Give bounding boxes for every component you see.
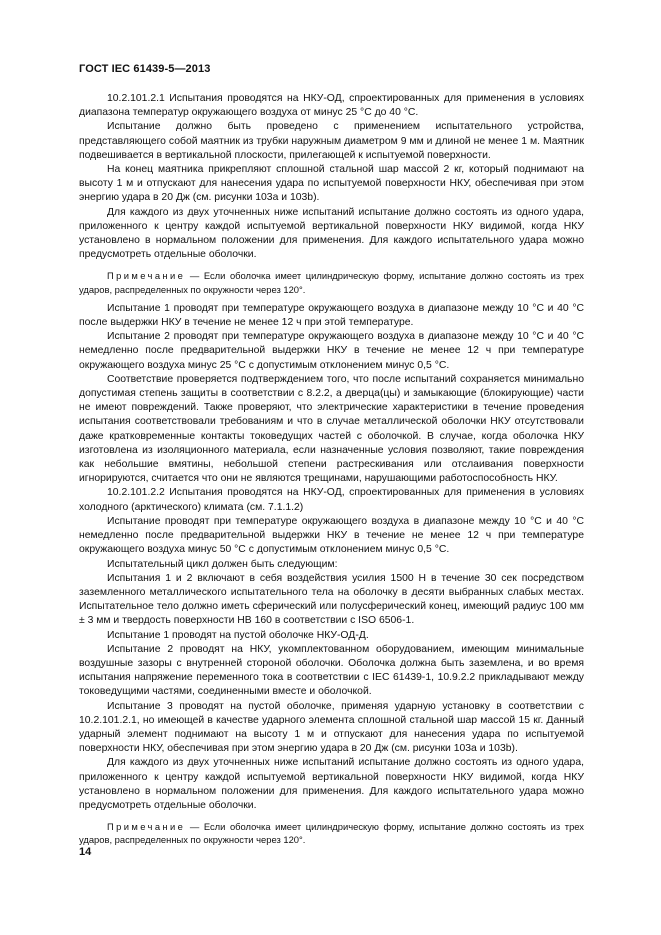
note-label: Примечание (107, 270, 186, 282)
note-label: Примечание (107, 821, 186, 833)
note-text: — Если оболочка имеет цилиндрическую форму, испытание должно состоять из трех ударов, распределенных по окружности через 120°. (79, 270, 584, 295)
body-paragraph: Испытание должно быть проведено с применением испытательного устройства, представляющего собой маятник из трубки наружным диаметром 9 мм и длиной не менее 1 м. Маятник подвешивается в вертикальной плоскости, прилегающей к испытуемой поверхности. (79, 121, 584, 161)
body-paragraph: Испытание 2 проводят при температуре окружающего воздуха в диапазоне между 10 °С и 40 °С немедленно после предварительной выдержки НКУ в течение не менее 12 ч при температуре окружающего воздуха минус 25 °С с допустимым отклонением минус 0,5 °С. (79, 331, 584, 371)
body-paragraph: Испытание проводят при температуре окружающего воздуха в диапазоне между 10 °С и 40 °С немедленно после предварительной выдержки НКУ в течение не менее 12 ч при температуре окружающего воздуха минус 50 °С с допустимым отклонением минус 0,5 °С. (79, 515, 584, 556)
page-number: 14 (79, 846, 92, 858)
body-paragraph: Испытание 1 проводят на пустой оболочке НКУ-ОД-Д. (107, 629, 369, 641)
document-body (79, 92, 584, 853)
document-header: ГОСТ IEC 61439-5—2013 (79, 63, 211, 75)
note-paragraph (79, 269, 584, 295)
body-paragraph: Испытание 3 проводят на пустой оболочке, применяя ударную установку в соответствии с 10.2.101.2.1, но имеющей в качестве ударного элемента сплошной стальной шар массой 15 кг. Данный ударный элемент поднимают на высоту 1 м и отпускают для нанесения удара по испытуемой поверхности НКУ, обеспечивая при этом энергию удара в 20 Дж (см. рисунки 103а и 103b). (79, 700, 584, 755)
body-paragraph: На конец маятника прикрепляют сплошной стальной шар массой 2 кг, который поднимают на высоту 1 м и отпускают для нанесения удара по испытуемой поверхности НКУ, обеспечивая при этом энергию удара в 20 Дж (см. рисунки 103а и 103b). (79, 164, 584, 204)
body-paragraph: Испытания 1 и 2 включают в себя воздействия усилия 1500 Н в течение 30 сек посредством заземленного металлического испытательного тела на оболочку в десяти выбранных слабых местах. Испытательное тело должно иметь сферический или полусферический конец, имеющий радиус 100 мм ± 3 мм и твердость поверхности НВ 160 в соответствии с ISO 6506-1. (79, 572, 584, 627)
body-paragraph: Испытание 2 проводят на НКУ, укомплектованном оборудованием, имеющим минимальные воздушные зазоры с внутренней стороной оболочки. Оболочка должна быть заземлена, и во время испытания напряжение переменного тока в соответствии с IEC 61439-1, 10.9.2.2 прикладывают между токоведущими частями, соединенными вместе и оболочкой. (79, 643, 584, 698)
body-paragraph: Соответствие проверяется подтверждением того, что после испытаний сохраняется минимально допустимая степень защиты в соответствии с 8.2.2, а дверца(цы) и замыкающие (блокирующие) части не имеют повреждений. Также проверяют, что электрические характеристики в течение проведения испытания соответствовали требованиям и что в случае металлической оболочки НКУ отсутствовали даже кратковременные контакты токоведущих частей с оболочкой. В случае, когда оболочка НКУ изготовлена из изоляционного материала, если назначенные условия позволяют, такие повреждения как небольшие вмятины, небольшой степени растрескивания или отслаивания поверхности игнорируются, считается что они не являются трещинами, нарушающими работоспособность НКУ. (79, 373, 584, 485)
body-paragraph: 10.2.101.2.2 Испытания проводятся на НКУ-ОД, спроектированных для применения в условиях холодного (арктического) климата (см. 7.1.1.2) (79, 487, 584, 513)
note-text: — Если оболочка имеет цилиндрическую форму, испытание должно состоять из трех ударов, распределенных по окружности через 120°. (79, 821, 584, 846)
body-paragraph: Для каждого из двух уточненных ниже испытаний испытание должно состоять из одного удара, приложенного к центру каждой испытуемой вертикальной поверхности НКУ видимой, когда НКУ установлено в нормальном положении для применения. Для каждого испытательного удара можно предусмотреть отдельные оболочки. (79, 757, 584, 811)
note-paragraph (79, 820, 584, 846)
body-paragraph: Испытание 1 проводят при температуре окружающего воздуха в диапазоне между 10 °С и 40 °С после выдержки НКУ в течение не менее 12 ч при этой температуре. (79, 302, 584, 329)
body-paragraph: Для каждого из двух уточненных ниже испытаний испытание должно состоять из одного удара, приложенного к центру каждой испытуемой вертикальной поверхности НКУ видимой, когда НКУ установлено в нормальном положении для применения. Для каждого испытательного удара можно предусмотреть отдельные оболочки. (79, 206, 584, 261)
body-paragraph: 10.2.101.2.1 Испытания проводятся на НКУ-ОД, спроектированных для применения в условиях диапазона температур окружающего воздуха от минус 25 °С до 40 °С. (79, 93, 584, 119)
body-paragraph: Испытательный цикл должен быть следующим: (107, 558, 338, 570)
